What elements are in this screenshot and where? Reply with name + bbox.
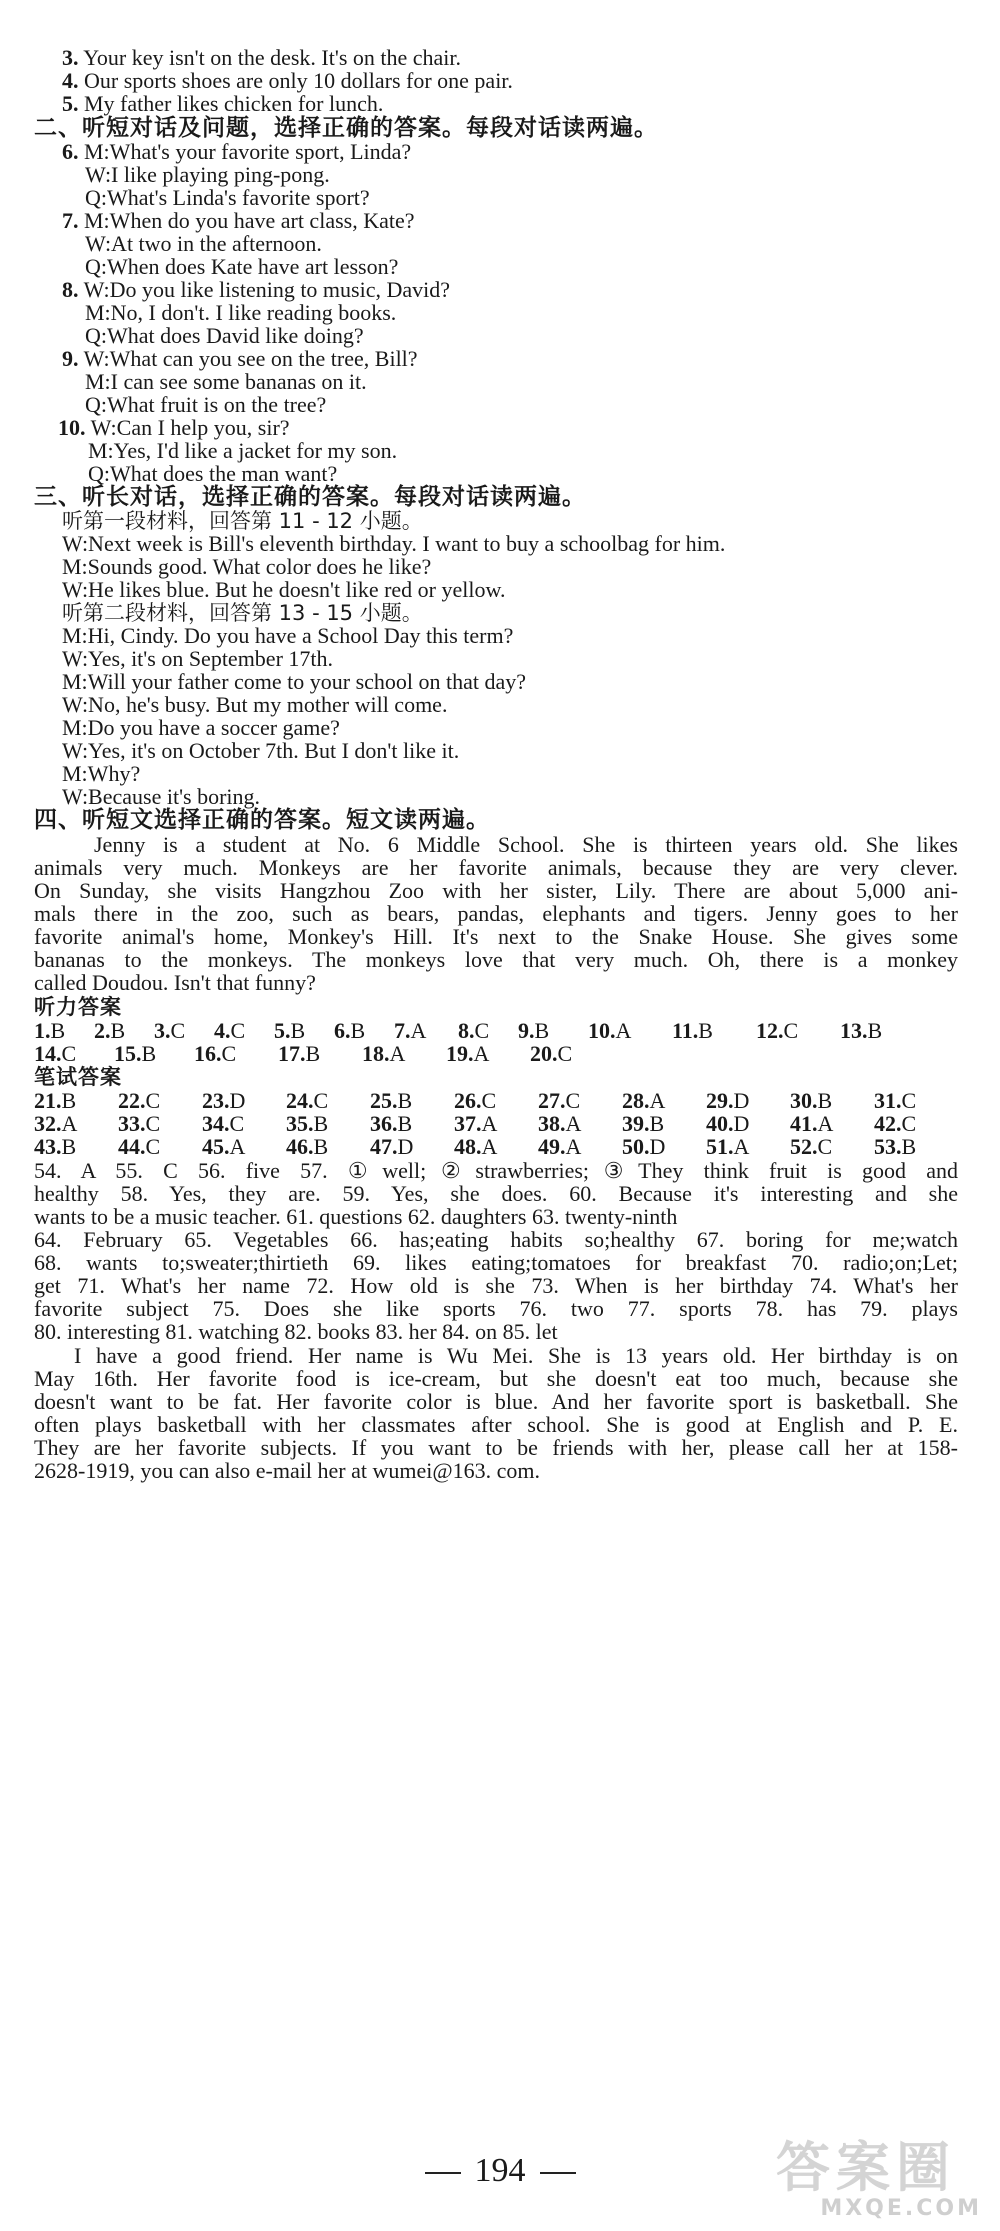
part3-line: M:Sounds good. What color does he like? xyxy=(62,554,432,579)
answer-item: 27.C xyxy=(538,1088,581,1113)
answer-item: 38.A xyxy=(538,1111,582,1136)
site-watermark xyxy=(656,2125,986,2221)
essay-line: 2628-1919, you can also e-mail her at wumei@163. com. xyxy=(34,1458,540,1483)
answer-item: 15.B xyxy=(114,1041,157,1066)
part3-line: W:He likes blue. But he doesn't like red or yellow. xyxy=(62,577,506,602)
answer-item: 24.C xyxy=(286,1088,329,1113)
answer-item: 26.C xyxy=(454,1088,497,1113)
answer-item: 14.C xyxy=(34,1041,77,1066)
answer-item: 47.D xyxy=(370,1134,414,1159)
answer-item: 33.C xyxy=(118,1111,161,1136)
dialog-8-line-2: M:No, I don't. I like reading books. xyxy=(85,300,397,325)
fill-answer-line: 64. February 65. Vegetables 66. has;eating habits so;healthy 67. boring for me;watch xyxy=(34,1227,958,1252)
watermark-url: MXQE.COM xyxy=(820,2196,982,2221)
dialog-9-line-2: M:I can see some bananas on it. xyxy=(85,369,367,394)
answer-item: 31.C xyxy=(874,1088,917,1113)
answer-item: 48.A xyxy=(454,1134,498,1159)
answer-item: 34.C xyxy=(202,1111,245,1136)
answer-item: 1.B xyxy=(34,1018,66,1043)
answer-item: 5.B xyxy=(274,1018,306,1043)
fill-answer-line: 80. interesting 81. watching 82. books 83. her 84. on 85. let xyxy=(34,1319,558,1344)
answer-item: 52.C xyxy=(790,1134,833,1159)
part3-line: M:Why? xyxy=(62,761,141,786)
fill-answer-line: healthy 58. Yes, they are. 59. Yes, she does. 60. Because it's interesting and she xyxy=(34,1181,958,1206)
answer-item: 7.A xyxy=(394,1018,427,1043)
passage-line: On Sunday, she visits Hangzhou Zoo with her sister, Lily. There are about 5,000 ani- xyxy=(34,878,958,903)
passage-line: called Doudou. Isn't that funny? xyxy=(34,970,316,995)
dialog-8-line-1: 8. W:Do you like listening to music, David? xyxy=(62,277,451,302)
answer-item: 11.B xyxy=(672,1018,713,1043)
part2-heading: 二、听短对话及问题，选择正确的答案。每段对话读两遍。 xyxy=(34,115,658,141)
answer-item: 41.A xyxy=(790,1111,834,1136)
passage-line: Jenny is a student at No. 6 Middle School. She is thirteen years old. She likes xyxy=(94,832,958,857)
fill-answer-line: 68. wants to;sweater;thirtieth 69. likes eating;tomatoes for breakfast 70. radio;on;Let; xyxy=(34,1250,958,1275)
page-number-dash-left xyxy=(425,2172,461,2174)
answer-item: 6.B xyxy=(334,1018,366,1043)
answer-item: 46.B xyxy=(286,1134,329,1159)
written-answers-heading: 笔试答案 xyxy=(34,1065,122,1089)
answer-item: 42.C xyxy=(874,1111,917,1136)
watermark-logo-text: 答案圈 xyxy=(776,2136,956,2199)
answer-item: 43.B xyxy=(34,1134,77,1159)
page-number-dash-right xyxy=(540,2172,576,2174)
dialog-9-question: Q:What fruit is on the tree? xyxy=(85,392,327,417)
part3-line: W:Because it's boring. xyxy=(62,784,261,809)
part3-line: W:Yes, it's on October 7th. But I don't like it. xyxy=(62,738,460,763)
dialog-8-question: Q:What does David like doing? xyxy=(85,323,364,348)
answer-item: 3.C xyxy=(154,1018,186,1043)
answer-item: 49.A xyxy=(538,1134,582,1159)
dialog-7-line-1: 7. M:When do you have art class, Kate? xyxy=(62,208,415,233)
answer-item: 25.B xyxy=(370,1088,413,1113)
fill-answer-line: favorite subject 75. Does she like sports 76. two 77. sports 78. has 79. plays xyxy=(34,1296,958,1321)
dialog-6-line-1: 6. M:What's your favorite sport, Linda? xyxy=(62,139,412,164)
part3-line: M:Do you have a soccer game? xyxy=(62,715,340,740)
answer-item: 50.D xyxy=(622,1134,666,1159)
dialog-7-line-2: W:At two in the afternoon. xyxy=(85,231,322,256)
part3-line: M:Will your father come to your school on that day? xyxy=(62,669,527,694)
passage-line: animals very much. Monkeys are her favorite animals, because they are very clever. xyxy=(34,855,958,880)
answer-item: 9.B xyxy=(518,1018,550,1043)
answer-item: 22.C xyxy=(118,1088,161,1113)
answer-item: 53.B xyxy=(874,1134,917,1159)
essay-line: often plays basketball with her classmates after school. She is good at English and P. E. xyxy=(34,1412,958,1437)
listening-item-3: 3. Your key isn't on the desk. It's on the chair. xyxy=(62,45,462,70)
dialog-6-line-2: W:I like playing ping-pong. xyxy=(85,162,330,187)
answer-item: 28.A xyxy=(622,1088,666,1113)
answer-item: 45.A xyxy=(202,1134,246,1159)
answer-item: 29.D xyxy=(706,1088,750,1113)
answer-item: 36.B xyxy=(370,1111,413,1136)
fill-answer-line: get 71. What's her name 72. How old is she 73. When is her birthday 74. What's her xyxy=(34,1273,958,1298)
answer-item: 30.B xyxy=(790,1088,833,1113)
answer-item: 37.A xyxy=(454,1111,498,1136)
part3-line: W:No, he's busy. But my mother will come. xyxy=(62,692,448,717)
answer-item: 19.A xyxy=(446,1041,490,1066)
dialog-10-question: Q:What does the man want? xyxy=(88,461,338,486)
answer-item: 44.C xyxy=(118,1134,161,1159)
answer-item: 2.B xyxy=(94,1018,126,1043)
answer-item: 12.C xyxy=(756,1018,799,1043)
answer-item: 40.D xyxy=(706,1111,750,1136)
passage-line: favorite animal's home, Monkey's Hill. It's next to the Snake House. She gives some xyxy=(34,924,958,949)
essay-line: They are her favorite subjects. If you want to be friends with her, please call her at 158- xyxy=(34,1435,958,1460)
passage-line: mals there in the zoo, such as bears, pandas, elephants and tigers. Jenny goes to her xyxy=(34,901,958,926)
answer-item: 10.A xyxy=(588,1018,632,1043)
part3-line: W:Next week is Bill's eleventh birthday. I want to buy a schoolbag for him. xyxy=(62,531,726,556)
dialog-7-question: Q:When does Kate have art lesson? xyxy=(85,254,399,279)
answer-item: 20.C xyxy=(530,1041,573,1066)
essay-line: doesn't want to be fat. Her favorite color is blue. And her favorite sport is basketball. She xyxy=(34,1389,958,1414)
part3-heading: 三、听长对话，选择正确的答案。每段对话读两遍。 xyxy=(34,484,586,510)
answer-item: 16.C xyxy=(194,1041,237,1066)
essay-line: I have a good friend. Her name is Wu Mei. She is 13 years old. Her birthday is on xyxy=(74,1343,958,1368)
fill-answer-line: 54. A 55. C 56. five 57. ①well;②strawberries;③They think fruit is good and xyxy=(34,1158,958,1183)
fill-answer-line: wants to be a music teacher. 61. questions 62. daughters 63. twenty-ninth xyxy=(34,1204,678,1229)
answer-item: 51.A xyxy=(706,1134,750,1159)
listening-item-4: 4. Our sports shoes are only 10 dollars for one pair. xyxy=(62,68,513,93)
page-number-text: 194 xyxy=(474,2152,526,2189)
answer-item: 17.B xyxy=(278,1041,321,1066)
part3-material-2-instruction: 听第二段材料，回答第 13 - 15 小题。 xyxy=(62,601,423,625)
part4-heading: 四、听短文选择正确的答案。短文读两遍。 xyxy=(34,807,490,833)
listening-answers-heading: 听力答案 xyxy=(34,995,122,1019)
dialog-10-line-2: M:Yes, I'd like a jacket for my son. xyxy=(88,438,398,463)
answer-item: 4.C xyxy=(214,1018,246,1043)
answer-item: 39.B xyxy=(622,1111,665,1136)
passage-line: bananas to the monkeys. The monkeys love that very much. Oh, there is a monkey xyxy=(34,947,958,972)
answer-item: 18.A xyxy=(362,1041,406,1066)
dialog-10-line-1: 10. W:Can I help you, sir? xyxy=(58,415,290,440)
essay-line: May 16th. Her favorite food is ice-cream, but she doesn't eat too much, because she xyxy=(34,1366,958,1391)
dialog-9-line-1: 9. W:What can you see on the tree, Bill? xyxy=(62,346,418,371)
dialog-6-question: Q:What's Linda's favorite sport? xyxy=(85,185,370,210)
answer-item: 8.C xyxy=(458,1018,490,1043)
listening-item-5: 5. My father likes chicken for lunch. xyxy=(62,91,384,116)
answer-item: 32.A xyxy=(34,1111,78,1136)
answer-item: 21.B xyxy=(34,1088,77,1113)
answer-item: 35.B xyxy=(286,1111,329,1136)
answer-item: 13.B xyxy=(840,1018,883,1043)
part3-material-1-instruction: 听第一段材料，回答第 11 - 12 小题。 xyxy=(62,509,423,533)
answer-item: 23.D xyxy=(202,1088,246,1113)
part3-line: W:Yes, it's on September 17th. xyxy=(62,646,334,671)
part3-line: M:Hi, Cindy. Do you have a School Day this term? xyxy=(62,623,514,648)
